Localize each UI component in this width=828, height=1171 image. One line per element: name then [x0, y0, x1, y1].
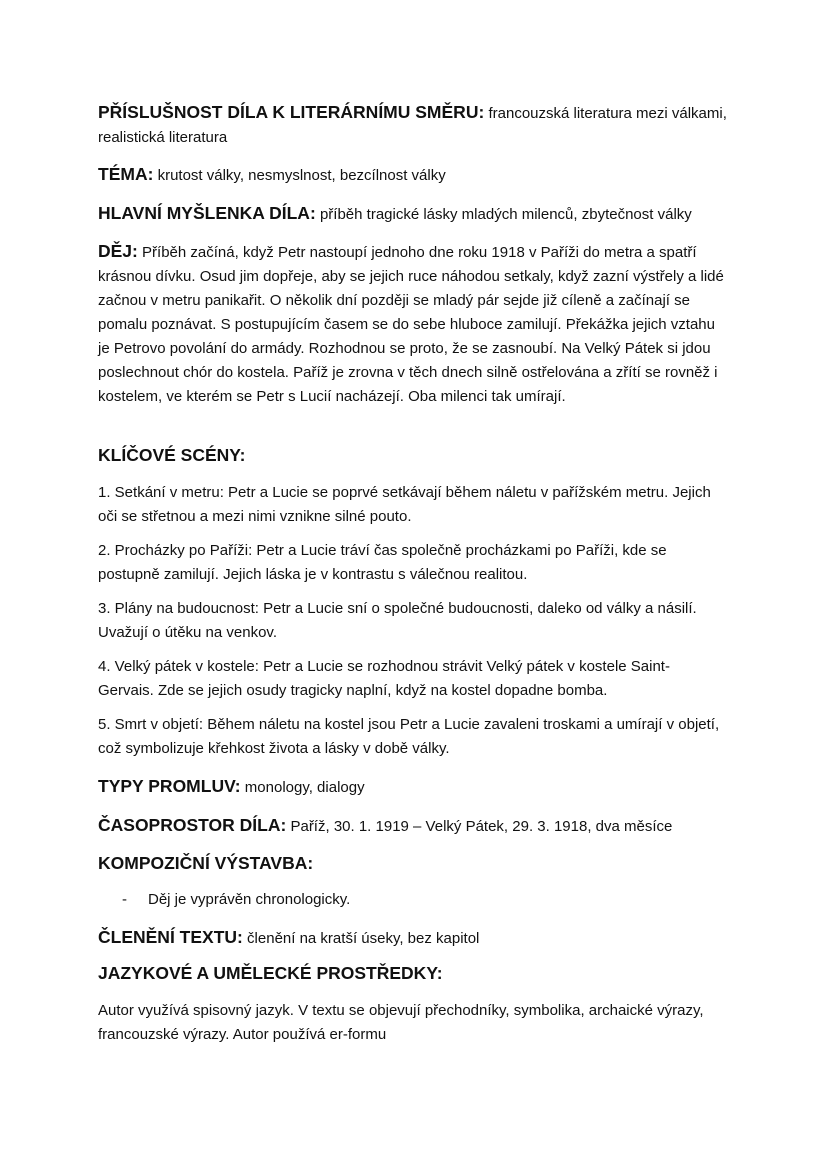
section-casoprostor: [98, 813, 728, 839]
scene-item: 4. Velký pátek v kostele: Petr a Lucie se rozhodnou strávit Velký pátek v kostele Saint-Gervais. Zde se jejich osudy tragicky naplní, když na kostel dopadne bomba.: [98, 658, 670, 699]
bullet-text: Děj je vyprávěn chronologicky.: [148, 891, 351, 908]
section-text: monology, dialogy: [244, 779, 365, 796]
section-label: DĚJ:: [98, 241, 138, 261]
section-heading-sceny: KLÍČOVÉ SCÉNY:: [98, 445, 246, 465]
section-dej: [98, 239, 726, 409]
section-label: PŘÍSLUŠNOST DÍLA K LITERÁRNÍMU SMĚRU:: [98, 102, 485, 122]
section-tema: [98, 162, 728, 188]
section-heading-prostredky: JAZYKOVÉ A UMĚLECKÉ PROSTŘEDKY:: [98, 963, 443, 983]
section-text: členění na kratší úseky, bez kapitol: [247, 930, 480, 947]
section-prislusnost: [98, 100, 728, 150]
scene-item: 1. Setkání v metru: Petr a Lucie se poprvé setkávají během náletu v pařížském metru. Jejich oči se střetnou a mezi nimi vznikne silné pouto.: [98, 484, 711, 525]
section-text-prostredky: Autor využívá spisovný jazyk. V textu se objevují přechodníky, symbolika, archaické výrazy, francouzské výrazy. Autor používá er-formu: [98, 1002, 704, 1043]
section-text: krutost války, nesmyslnost, bezcílnost války: [157, 167, 446, 184]
section-promluvy: [98, 774, 728, 800]
section-cleneni: [98, 925, 728, 951]
section-label: ČASOPROSTOR DÍLA:: [98, 815, 287, 835]
section-label: ČLENĚNÍ TEXTU:: [98, 927, 243, 947]
section-heading-kompozice: KOMPOZIČNÍ VÝSTAVBA:: [98, 853, 314, 873]
bullet-dash: -: [122, 891, 127, 908]
section-text: francouzská literatura mezi válkami, realistická literatura: [98, 105, 727, 146]
bullet-item: [98, 888, 722, 912]
section-label: TYPY PROMLUV:: [98, 776, 241, 796]
scene-item: 5. Smrt v objetí: Během náletu na kostel jsou Petr a Lucie zavaleni troskami a umírají v objetí, což symbolizuje křehkost života a lásky v době války.: [98, 716, 720, 757]
scene-item: 2. Procházky po Paříži: Petr a Lucie tráví čas společně procházkami po Paříži, kde se postupně zamilují. Jejich láska je v kontrastu s válečnou realitou.: [98, 542, 667, 583]
section-label: HLAVNÍ MYŠLENKA DÍLA:: [98, 203, 316, 223]
section-text: Příběh začíná, když Petr nastoupí jednoho dne roku 1918 v Paříži do metra a spatří krásnou dívku. Osud jim dopřeje, aby se jejich ruce náhodou setkaly, když zazní výstřely a lidé začnou v metru panikařit. O několik dní později se mladý pár sejde již cíleně a začínají se pomalu poznávat. S postupujícím časem se do sebe hluboce zamilují. Překážka jejich vztahu je Petrovo povolání do armády. Rozhodnou se proto, že se zasnoubí. Na Velký Pátek si jdou poslechnout chór do kostela. Paříž je zrovna v těch dnech silně ostřelována a zřítí se rovněž i kostelem, ve kterém se Petr s Lucií nacházejí. Oba milenci tak umírají.: [98, 244, 724, 405]
scene-item: 3. Plány na budoucnost: Petr a Lucie sní o společné budoucnosti, daleko od války a násilí. Uvažují o útěku na venkov.: [98, 600, 697, 641]
section-myslenka: [98, 201, 738, 227]
section-label: TÉMA:: [98, 164, 154, 184]
section-text: Paříž, 30. 1. 1919 – Velký Pátek, 29. 3. 1918, dva měsíce: [290, 818, 673, 835]
section-text: příběh tragické lásky mladých milenců, zbytečnost války: [319, 206, 692, 223]
